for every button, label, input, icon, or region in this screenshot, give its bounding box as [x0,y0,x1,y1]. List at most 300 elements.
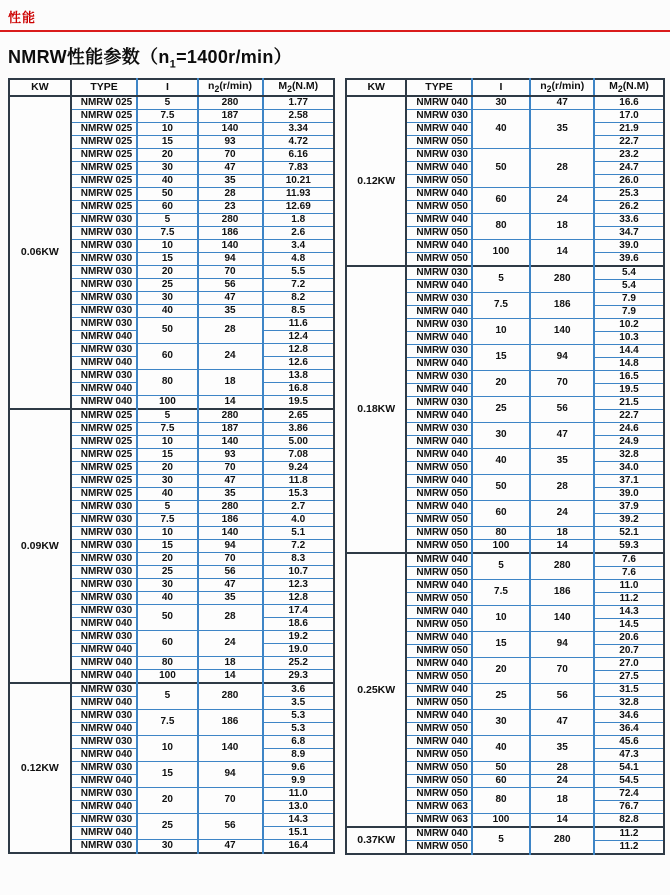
output-torque-cell: 7.83 [263,161,335,174]
output-speed-cell: 18 [530,787,594,813]
type-cell: NMRW 040 [71,395,138,409]
ratio-cell: 60 [472,187,531,213]
output-torque-cell: 25.3 [594,187,664,200]
output-speed-cell: 140 [198,122,263,135]
output-speed-cell: 70 [198,148,263,161]
output-speed-cell: 56 [530,396,594,422]
output-speed-cell: 35 [198,304,263,317]
page-title-pre: NMRW性能参数（n [8,47,170,67]
output-speed-cell: 14 [530,813,594,827]
output-torque-cell: 1.77 [263,96,335,110]
output-torque-cell: 3.4 [263,239,335,252]
type-cell: NMRW 040 [406,279,471,292]
ratio-cell: 60 [137,343,197,369]
output-torque-cell: 8.2 [263,291,335,304]
output-torque-cell: 24.6 [594,422,664,435]
output-torque-cell: 8.5 [263,304,335,317]
ratio-cell: 50 [137,604,197,630]
output-speed-cell: 14 [198,669,263,683]
output-torque-cell: 11.8 [263,474,335,487]
type-cell: NMRW 030 [406,266,471,280]
type-cell: NMRW 063 [406,800,471,813]
output-torque-cell: 12.8 [263,591,335,604]
type-cell: NMRW 050 [406,513,471,526]
output-torque-cell: 5.3 [263,722,335,735]
output-torque-cell: 3.86 [263,422,335,435]
performance-table-left-slot [8,78,335,854]
kw-group-label: 0.12KW [346,96,406,266]
output-torque-cell: 34.0 [594,461,664,474]
type-cell: NMRW 040 [71,696,138,709]
type-cell: NMRW 030 [71,813,138,826]
type-cell: NMRW 030 [71,513,138,526]
output-torque-cell: 16.8 [263,382,335,395]
output-torque-cell: 15.3 [263,487,335,500]
output-torque-cell: 11.6 [263,317,335,330]
type-cell: NMRW 040 [406,213,471,226]
ratio-cell: 50 [472,474,531,500]
ratio-cell: 10 [137,735,197,761]
output-torque-cell: 4.8 [263,252,335,265]
ratio-cell: 15 [137,761,197,787]
output-torque-cell: 39.0 [594,239,664,252]
ratio-cell: 25 [472,396,531,422]
output-torque-cell: 16.5 [594,370,664,383]
ratio-cell: 10 [137,435,197,448]
type-cell: NMRW 030 [71,291,138,304]
ratio-cell: 60 [137,200,197,213]
output-torque-cell: 5.00 [263,435,335,448]
output-torque-cell: 7.6 [594,553,664,567]
output-torque-cell: 6.16 [263,148,335,161]
output-speed-cell: 186 [198,709,263,735]
type-cell: NMRW 030 [71,239,138,252]
output-torque-cell: 20.6 [594,631,664,644]
table-row [346,553,664,567]
output-torque-cell: 11.0 [594,579,664,592]
output-torque-cell: 19.5 [263,395,335,409]
output-torque-cell: 27.5 [594,670,664,683]
type-cell: NMRW 063 [406,813,471,827]
ratio-cell: 50 [137,317,197,343]
output-torque-cell: 7.9 [594,305,664,318]
ratio-cell: 5 [137,500,197,513]
output-speed-cell: 186 [530,292,594,318]
output-torque-cell: 15.1 [263,826,335,839]
output-torque-cell: 19.5 [594,383,664,396]
type-cell: NMRW 040 [406,631,471,644]
type-cell: NMRW 040 [406,239,471,252]
ratio-cell: 100 [472,813,531,827]
type-cell: NMRW 050 [406,670,471,683]
output-speed-cell: 35 [530,109,594,148]
output-speed-cell: 35 [198,487,263,500]
ratio-cell: 25 [472,683,531,709]
type-cell: NMRW 025 [71,187,138,200]
type-cell: NMRW 030 [71,839,138,853]
table-row [9,96,334,110]
output-torque-cell: 2.6 [263,226,335,239]
table-row [9,683,334,697]
ratio-cell: 100 [472,539,531,553]
page-title-subscript: 1 [169,58,177,71]
output-torque-cell: 6.8 [263,735,335,748]
type-cell: NMRW 030 [71,735,138,748]
col-header-ratio: I [137,79,197,96]
output-torque-cell: 23.2 [594,148,664,161]
ratio-cell: 20 [137,148,197,161]
ratio-cell: 60 [137,630,197,656]
type-cell: NMRW 040 [406,735,471,748]
output-torque-cell: 25.2 [263,656,335,669]
output-torque-cell: 2.7 [263,500,335,513]
output-torque-cell: 21.5 [594,396,664,409]
output-torque-cell: 82.8 [594,813,664,827]
type-cell: NMRW 025 [71,148,138,161]
output-torque-cell: 8.9 [263,748,335,761]
output-torque-cell: 14.8 [594,357,664,370]
type-cell: NMRW 030 [71,709,138,722]
output-speed-cell: 280 [198,213,263,226]
output-speed-cell: 56 [198,813,263,839]
output-speed-cell: 280 [530,827,594,854]
type-cell: NMRW 040 [71,356,138,369]
ratio-cell: 25 [137,813,197,839]
type-cell: NMRW 050 [406,696,471,709]
ratio-cell: 25 [137,278,197,291]
ratio-cell: 15 [472,631,531,657]
type-cell: NMRW 040 [406,448,471,461]
type-cell: NMRW 030 [71,591,138,604]
output-speed-cell: 24 [198,343,263,369]
type-cell: NMRW 025 [71,135,138,148]
output-speed-cell: 56 [198,565,263,578]
type-cell: NMRW 040 [71,643,138,656]
output-torque-cell: 3.6 [263,683,335,697]
output-speed-cell: 94 [198,539,263,552]
ratio-cell: 7.5 [137,709,197,735]
type-cell: NMRW 050 [406,748,471,761]
ratio-cell: 80 [472,213,531,239]
output-speed-cell: 280 [198,500,263,513]
type-cell: NMRW 030 [406,318,471,331]
ratio-cell: 7.5 [472,579,531,605]
type-cell: NMRW 030 [406,344,471,357]
type-cell: NMRW 030 [71,304,138,317]
output-torque-cell: 54.1 [594,761,664,774]
type-cell: NMRW 050 [406,526,471,539]
type-cell: NMRW 040 [71,669,138,683]
output-speed-cell: 47 [198,839,263,853]
type-cell: NMRW 040 [406,435,471,448]
ratio-cell: 50 [472,761,531,774]
output-speed-cell: 187 [198,109,263,122]
output-torque-cell: 37.9 [594,500,664,513]
output-speed-cell: 28 [530,761,594,774]
output-torque-cell: 2.65 [263,409,335,423]
output-speed-cell: 14 [198,395,263,409]
ratio-cell: 40 [472,735,531,761]
type-cell: NMRW 040 [406,96,471,110]
ratio-cell: 80 [137,369,197,395]
output-torque-cell: 12.6 [263,356,335,369]
output-torque-cell: 76.7 [594,800,664,813]
ratio-cell: 7.5 [137,513,197,526]
output-torque-cell: 11.93 [263,187,335,200]
output-speed-cell: 35 [530,735,594,761]
output-torque-cell: 34.6 [594,709,664,722]
output-torque-cell: 12.69 [263,200,335,213]
type-cell: NMRW 050 [406,618,471,631]
type-cell: NMRW 030 [71,552,138,565]
output-speed-cell: 14 [530,239,594,266]
type-cell: NMRW 030 [71,500,138,513]
output-torque-cell: 32.8 [594,696,664,709]
type-cell: NMRW 040 [406,187,471,200]
ratio-cell: 10 [472,318,531,344]
output-speed-cell: 47 [530,709,594,735]
type-cell: NMRW 040 [71,330,138,343]
catalog-page [0,7,670,855]
type-cell: NMRW 040 [406,474,471,487]
kw-group-label: 0.37KW [346,827,406,854]
output-torque-cell: 10.2 [594,318,664,331]
type-cell: NMRW 040 [406,331,471,344]
ratio-cell: 5 [472,827,531,854]
output-torque-cell: 11.2 [594,827,664,841]
ratio-cell: 7.5 [137,109,197,122]
ratio-cell: 80 [137,656,197,669]
output-torque-cell: 14.5 [594,618,664,631]
output-speed-cell: 47 [198,161,263,174]
type-cell: NMRW 030 [406,370,471,383]
ratio-cell: 30 [137,578,197,591]
output-torque-cell: 24.9 [594,435,664,448]
type-cell: NMRW 040 [406,357,471,370]
ratio-cell: 15 [137,252,197,265]
ratio-cell: 40 [137,487,197,500]
output-torque-cell: 13.8 [263,369,335,382]
output-torque-cell: 22.7 [594,135,664,148]
type-cell: NMRW 025 [71,409,138,423]
output-torque-cell: 36.4 [594,722,664,735]
output-speed-cell: 93 [198,448,263,461]
output-torque-cell: 7.2 [263,539,335,552]
ratio-cell: 15 [137,448,197,461]
type-cell: NMRW 040 [71,826,138,839]
ratio-cell: 40 [472,448,531,474]
type-cell: NMRW 040 [406,579,471,592]
type-cell: NMRW 050 [406,840,471,854]
ratio-cell: 7.5 [137,226,197,239]
ratio-cell: 40 [472,109,531,148]
type-cell: NMRW 030 [71,252,138,265]
type-cell: NMRW 040 [406,827,471,841]
ratio-cell: 5 [137,96,197,110]
ratio-cell: 7.5 [137,422,197,435]
type-cell: NMRW 025 [71,461,138,474]
ratio-cell: 10 [137,239,197,252]
type-cell: NMRW 040 [71,748,138,761]
output-torque-cell: 9.24 [263,461,335,474]
type-cell: NMRW 030 [71,578,138,591]
output-torque-cell: 3.5 [263,696,335,709]
output-speed-cell: 186 [198,513,263,526]
output-speed-cell: 70 [198,461,263,474]
col-header-kw: KW [9,79,71,96]
ratio-cell: 25 [137,565,197,578]
output-torque-cell: 26.2 [594,200,664,213]
ratio-cell: 20 [137,265,197,278]
page-title [8,43,670,71]
output-speed-cell: 18 [198,369,263,395]
type-cell: NMRW 030 [406,422,471,435]
ratio-cell: 5 [137,409,197,423]
type-cell: NMRW 025 [71,174,138,187]
type-cell: NMRW 030 [71,787,138,800]
output-speed-cell: 140 [198,239,263,252]
type-cell: NMRW 050 [406,566,471,579]
output-torque-cell: 10.3 [594,331,664,344]
output-torque-cell: 4.0 [263,513,335,526]
output-torque-cell: 11.2 [594,840,664,854]
output-torque-cell: 45.6 [594,735,664,748]
type-cell: NMRW 025 [71,122,138,135]
type-cell: NMRW 030 [71,343,138,356]
ratio-cell: 10 [137,122,197,135]
type-cell: NMRW 025 [71,487,138,500]
type-cell: NMRW 040 [71,656,138,669]
type-cell: NMRW 040 [406,122,471,135]
output-speed-cell: 70 [198,265,263,278]
output-torque-cell: 13.0 [263,800,335,813]
type-cell: NMRW 025 [71,422,138,435]
ratio-cell: 50 [472,148,531,187]
type-cell: NMRW 030 [406,109,471,122]
output-speed-cell: 35 [198,591,263,604]
type-cell: NMRW 030 [71,213,138,226]
output-speed-cell: 24 [530,500,594,526]
output-torque-cell: 5.4 [594,266,664,280]
ratio-cell: 20 [472,657,531,683]
output-torque-cell: 10.7 [263,565,335,578]
subscript: 2 [287,83,292,94]
output-torque-cell: 7.6 [594,566,664,579]
ratio-cell: 15 [137,539,197,552]
output-speed-cell: 24 [530,187,594,213]
type-cell: NMRW 030 [71,226,138,239]
output-speed-cell: 28 [198,187,263,200]
spec-table-left [8,78,335,854]
type-cell: NMRW 050 [406,487,471,500]
output-torque-cell: 14.3 [263,813,335,826]
output-speed-cell: 47 [198,291,263,304]
output-torque-cell: 22.7 [594,409,664,422]
type-cell: NMRW 030 [406,396,471,409]
output-speed-cell: 70 [198,787,263,813]
subscript: 2 [546,83,552,94]
type-cell: NMRW 040 [406,305,471,318]
output-torque-cell: 5.5 [263,265,335,278]
type-cell: NMRW 025 [71,448,138,461]
type-cell: NMRW 040 [406,383,471,396]
ratio-cell: 80 [472,787,531,813]
output-torque-cell: 17.4 [263,604,335,617]
type-cell: NMRW 040 [71,774,138,787]
ratio-cell: 5 [137,683,197,710]
type-cell: NMRW 050 [406,461,471,474]
tables-container [0,78,670,855]
col-header-type: TYPE [406,79,471,96]
output-speed-cell: 70 [530,657,594,683]
type-cell: NMRW 050 [406,200,471,213]
kw-group-label: 0.06KW [9,96,71,409]
output-speed-cell: 35 [530,448,594,474]
section-label: 性能 [8,10,37,25]
output-torque-cell: 20.7 [594,644,664,657]
output-speed-cell: 28 [198,317,263,343]
type-cell: NMRW 030 [406,148,471,161]
output-speed-cell: 28 [530,148,594,187]
output-speed-cell: 140 [198,435,263,448]
table-row [346,96,664,110]
output-torque-cell: 8.3 [263,552,335,565]
output-speed-cell: 94 [198,252,263,265]
output-speed-cell: 47 [198,578,263,591]
ratio-cell: 30 [137,474,197,487]
output-torque-cell: 2.58 [263,109,335,122]
kw-group-label: 0.18KW [346,266,406,553]
output-torque-cell: 4.72 [263,135,335,148]
type-cell: NMRW 040 [406,161,471,174]
col-header-type: TYPE [71,79,138,96]
ratio-cell: 5 [137,213,197,226]
type-cell: NMRW 030 [406,292,471,305]
type-cell: NMRW 050 [406,774,471,787]
type-cell: NMRW 050 [406,761,471,774]
ratio-cell: 20 [137,552,197,565]
output-torque-cell: 59.3 [594,539,664,553]
type-cell: NMRW 040 [71,722,138,735]
header-row [9,79,334,96]
ratio-cell: 10 [137,526,197,539]
spec-table-right [345,78,665,855]
output-speed-cell: 47 [530,96,594,110]
output-torque-cell: 12.3 [263,578,335,591]
output-torque-cell: 27.0 [594,657,664,670]
output-speed-cell: 70 [198,552,263,565]
output-torque-cell: 5.4 [594,279,664,292]
output-speed-cell: 280 [198,409,263,423]
type-cell: NMRW 050 [406,722,471,735]
output-speed-cell: 280 [198,683,263,710]
output-torque-cell: 9.9 [263,774,335,787]
output-speed-cell: 280 [530,553,594,580]
output-speed-cell: 94 [198,761,263,787]
output-torque-cell: 21.9 [594,122,664,135]
output-speed-cell: 47 [198,474,263,487]
type-cell: NMRW 040 [406,683,471,696]
output-torque-cell: 7.08 [263,448,335,461]
type-cell: NMRW 030 [71,565,138,578]
output-torque-cell: 32.8 [594,448,664,461]
ratio-cell: 5 [472,266,531,293]
type-cell: NMRW 040 [71,382,138,395]
output-torque-cell: 52.1 [594,526,664,539]
output-speed-cell: 140 [530,605,594,631]
output-speed-cell: 23 [198,200,263,213]
type-cell: NMRW 030 [71,317,138,330]
